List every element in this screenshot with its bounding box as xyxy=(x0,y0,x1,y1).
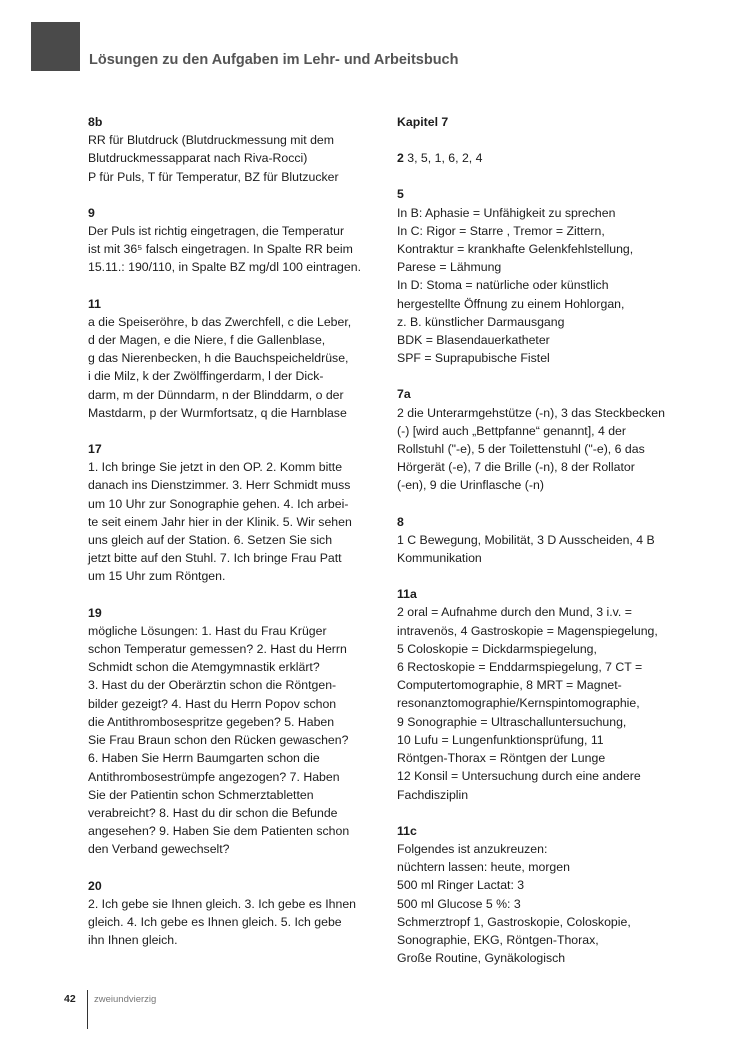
section-title xyxy=(88,604,380,622)
answer-line: Der Puls ist richtig eingetragen, die Temperatur xyxy=(88,224,345,239)
answer-line: P für Puls, T für Temperatur, BZ für Blutzucker xyxy=(88,169,339,184)
section-number: 17 xyxy=(88,442,102,457)
answer-line: Kontraktur = krankhafte Gelenkfehlstellung, xyxy=(397,242,634,257)
answer-line: Schmerztropf 1, Gastroskopie, Coloskopie, xyxy=(397,914,631,929)
section-number: 19 xyxy=(88,605,102,620)
answer-line: resonanztomographie/Kernspintomographie, xyxy=(397,696,640,711)
page-header-title: Lösungen zu den Aufgaben im Lehr- und Arbeitsbuch xyxy=(89,52,459,68)
section-title xyxy=(397,513,697,531)
section-number: 8 xyxy=(397,514,404,529)
answer-section xyxy=(88,295,380,422)
answer-line: um 10 Uhr zur Sonographie gehen. 4. Ich arbei- xyxy=(88,496,349,511)
answer-line: Sie der Patientin schon Schmerztabletten xyxy=(88,787,314,802)
answer-section xyxy=(397,385,697,494)
answer-line: 10 Lufu = Lungenfunktionsprüfung, 11 xyxy=(397,732,604,747)
answer-line: BDK = Blasendauerkatheter xyxy=(397,333,550,348)
answer-line: verabreicht? 8. Hast du dir schon die Befunde xyxy=(88,805,338,820)
left-column xyxy=(88,113,380,967)
answer-line: RR für Blutdruck (Blutdruckmessung mit dem xyxy=(88,133,335,148)
answer-line: 3. Hast du der Oberärztin schon die Röntgen- xyxy=(88,678,337,693)
section-title xyxy=(397,185,697,203)
section-number: 11c xyxy=(397,823,417,838)
answer-section xyxy=(88,113,380,186)
page-number: 42 xyxy=(64,993,76,1005)
answer-line: 500 ml Ringer Lactat: 3 xyxy=(397,878,525,893)
answer-line: 1. Ich bringe Sie jetzt in den OP. 2. Komm bitte xyxy=(88,460,343,475)
answer-line: 2 oral = Aufnahme durch den Mund, 3 i.v. = xyxy=(397,605,632,620)
answer-section xyxy=(397,185,697,367)
answer-line: z. B. künstlicher Darmausgang xyxy=(397,314,565,329)
answer-line: 6. Haben Sie Herrn Baumgarten schon die xyxy=(88,751,320,766)
answer-line: schon Temperatur gemessen? 2. Hast du Herrn xyxy=(88,642,347,657)
section-number: 9 xyxy=(88,205,95,220)
answer-line: In C: Rigor = Starre , Tremor = Zittern, xyxy=(397,223,605,238)
page-number-words: zweiundvierzig xyxy=(94,994,157,1005)
section-number: Kapitel 7 xyxy=(397,115,449,129)
answer-line: Röntgen-Thorax = Röntgen der Lunge xyxy=(397,751,606,766)
answer-line: gleich. 4. Ich gebe es Ihnen gleich. 5. Ich gebe xyxy=(88,914,342,929)
answer-line: ihn Ihnen gleich. xyxy=(88,933,178,948)
answer-section xyxy=(88,877,380,950)
answer-line: a die Speiseröhre, b das Zwerchfell, c die Leber, xyxy=(88,314,352,329)
section-title xyxy=(397,113,697,131)
footer-divider xyxy=(87,990,88,1029)
answer-line: Folgendes ist anzukreuzen: xyxy=(397,841,548,856)
answer-line: um 15 Uhr zum Röntgen. xyxy=(88,569,226,584)
answer-line: 1 C Bewegung, Mobilität, 3 D Ausscheiden, 4 B xyxy=(397,532,655,547)
answer-line: danach ins Dienstzimmer. 3. Herr Schmidt muss xyxy=(88,478,351,493)
answer-line: intravenös, 4 Gastroskopie = Magenspiegelung, xyxy=(397,623,658,638)
answer-line: g das Nierenbecken, h die Bauchspeicheldrüse, xyxy=(88,351,349,366)
section-number: 11 xyxy=(88,296,101,311)
answer-line: 500 ml Glucose 5 %: 3 xyxy=(397,896,521,911)
header-decor-square xyxy=(31,22,80,71)
section-title xyxy=(88,877,380,895)
answer-line: In D: Stoma = natürliche oder künstlich xyxy=(397,278,609,293)
answer-line: Antithrombosestrümpfe angezogen? 7. Haben xyxy=(88,769,340,784)
answer-line: den Verband gewechselt? xyxy=(88,842,230,857)
answer-line: Große Routine, Gynäkologisch xyxy=(397,951,566,966)
answer-line: SPF = Suprapubische Fistel xyxy=(397,351,550,366)
answer-line: mögliche Lösungen: 1. Hast du Frau Krüger xyxy=(88,623,327,638)
answer-line: Sonographie, EKG, Röntgen-Thorax, xyxy=(397,932,599,947)
answer-line: die Antithrombosespritze gegeben? 5. Haben xyxy=(88,714,335,729)
answer-line: 12 Konsil = Untersuchung durch eine andere xyxy=(397,769,641,784)
section-title xyxy=(88,295,380,313)
section-inline-answer: 3, 5, 1, 6, 2, 4 xyxy=(403,151,483,166)
answer-section xyxy=(88,204,380,277)
answer-line: nüchtern lassen: heute, morgen xyxy=(397,860,570,875)
answer-section xyxy=(88,604,380,859)
answer-line: bilder gezeigt? 4. Hast du Herrn Popov schon xyxy=(88,696,337,711)
answer-line: Hörgerät (-e), 7 die Brille (-n), 8 der Rollator xyxy=(397,460,635,475)
answer-line: Blutdruckmessapparat nach Riva-Rocci) xyxy=(88,151,308,166)
answer-section xyxy=(397,149,697,167)
answer-line: 2. Ich gebe sie Ihnen gleich. 3. Ich gebe es Ihnen xyxy=(88,896,356,911)
answer-line: 5 Coloskopie = Dickdarmspiegelung, xyxy=(397,641,597,656)
answer-section xyxy=(397,513,697,568)
answer-line: (-) [wird auch „Bettpfanne“ genannt], 4 der xyxy=(397,423,626,438)
section-title xyxy=(397,585,697,603)
answer-line: In B: Aphasie = Unfähigkeit zu sprechen xyxy=(397,205,616,220)
answer-line: 6 Rectoskopie = Enddarmspiegelung, 7 CT = xyxy=(397,660,643,675)
answer-line: Sie Frau Braun schon den Rücken gewaschen? xyxy=(88,733,349,748)
answer-line: 2 die Unterarmgehstütze (-n), 3 das Steckbecken xyxy=(397,405,665,420)
answer-line: 9 Sonographie = Ultraschalluntersuchung, xyxy=(397,714,627,729)
section-number: 11a xyxy=(397,587,417,602)
section-title xyxy=(397,149,697,167)
section-number: 20 xyxy=(88,878,102,893)
section-title xyxy=(397,822,697,840)
section-title xyxy=(88,204,380,222)
answer-line: darm, m der Dünndarm, n der Blinddarm, o der xyxy=(88,387,344,402)
section-number: 7a xyxy=(397,387,411,402)
answer-line: Rollstuhl ("-e), 5 der Toilettenstuhl ("-e), 6 das xyxy=(397,442,645,457)
answer-section xyxy=(397,822,697,968)
section-number: 8b xyxy=(88,115,103,129)
answer-line: Computertomographie, 8 MRT = Magnet- xyxy=(397,678,622,693)
section-number: 5 xyxy=(397,187,404,202)
answer-line: Parese = Lähmung xyxy=(397,260,502,275)
answer-line: ist mit 36⁵ falsch eingetragen. In Spalte RR beim xyxy=(88,242,353,257)
answer-line: uns gleich auf der Station. 6. Setzen Sie sich xyxy=(88,533,333,548)
answer-section xyxy=(88,440,380,586)
answer-section xyxy=(397,113,697,131)
answer-line: Kommunikation xyxy=(397,551,482,566)
section-title xyxy=(88,440,380,458)
answer-section xyxy=(397,585,697,803)
answer-line: hergestellte Öffnung zu einem Hohlorgan, xyxy=(397,296,625,311)
answer-line: (-en), 9 die Urinflasche (-n) xyxy=(397,478,544,493)
right-column xyxy=(397,113,697,985)
answer-line: d der Magen, e die Niere, f die Gallenblase, xyxy=(88,333,326,348)
answer-line: te seit einem Jahr hier in der Klinik. 5. Wir sehen xyxy=(88,514,352,529)
section-title xyxy=(88,113,380,131)
section-title xyxy=(397,385,697,403)
answer-line: 15.11.: 190/110, in Spalte BZ mg/dl 100 eintragen. xyxy=(88,260,361,275)
answer-line: angesehen? 9. Haben Sie dem Patienten schon xyxy=(88,824,350,839)
section-number: 2 xyxy=(397,151,404,166)
answer-line: Mastdarm, p der Wurmfortsatz, q die Harnblase xyxy=(88,405,347,420)
answer-line: jetzt bitte auf den Stuhl. 7. Ich bringe Frau Patt xyxy=(88,551,342,566)
answer-line: Fachdisziplin xyxy=(397,787,469,802)
answer-line: i die Milz, k der Zwölffingerdarm, l der Dick- xyxy=(88,369,324,384)
answer-line: Schmidt schon die Atemgymnastik erklärt? xyxy=(88,660,320,675)
